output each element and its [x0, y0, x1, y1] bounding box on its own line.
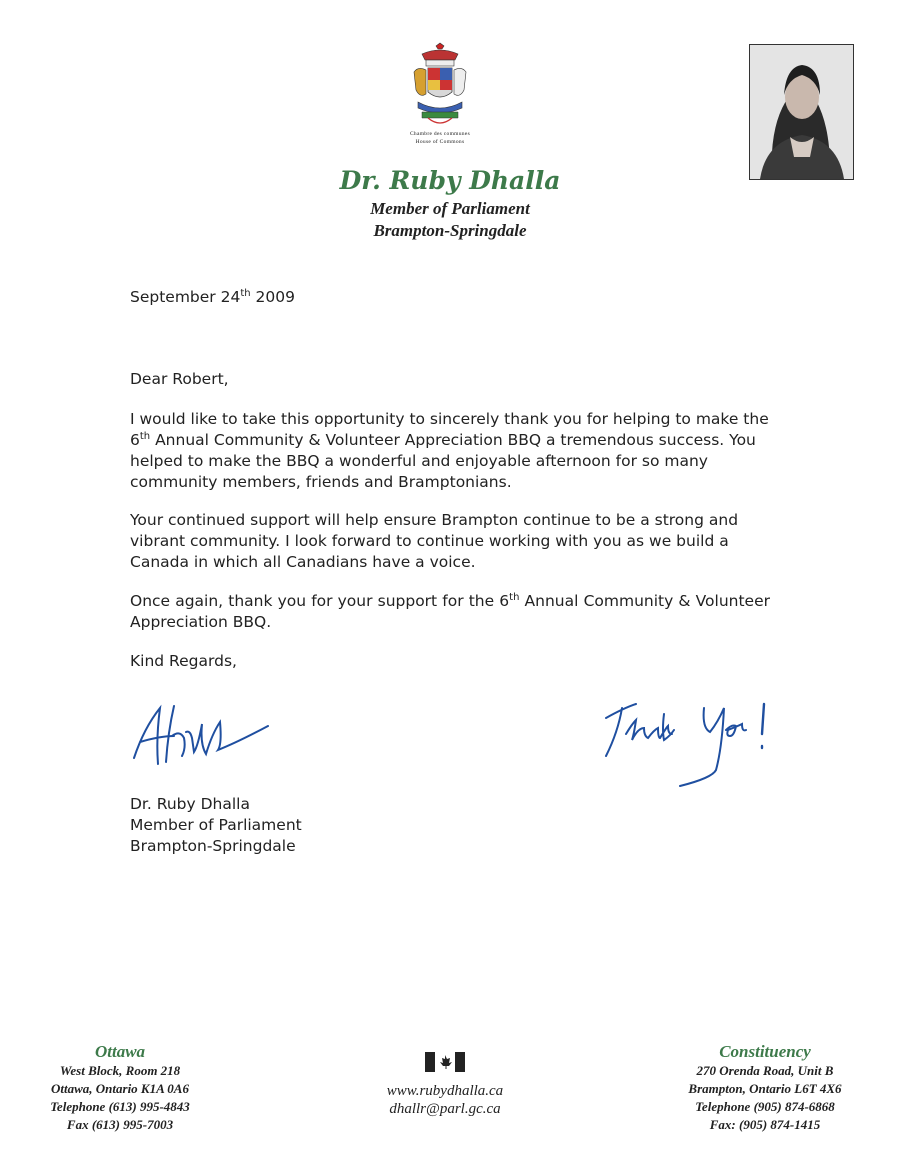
footer-contact-center: [345, 1052, 545, 1118]
crest-caption-en: House of Commons: [415, 139, 465, 145]
website-link[interactable]: www.rubydhalla.ca: [386, 1083, 504, 1099]
crest-caption-fr: Chambre des communes: [409, 131, 471, 137]
paragraph-closing-thanks: Once again, thank you for your support for the 6th Annual Community & Volunteer Appreciation BBQ.: [130, 591, 770, 631]
footer-ottawa-fax: Fax (613) 995-7003: [66, 1117, 174, 1132]
closing: Kind Regards,: [130, 652, 237, 670]
mp-riding: Brampton-Springdale: [373, 221, 527, 240]
signer-name: Dr. Ruby Dhalla: [130, 795, 250, 813]
portrait-photo: [749, 44, 854, 180]
mp-title: Member of Parliament: [370, 199, 530, 218]
footer-constituency-line1: 270 Orenda Road, Unit B: [696, 1063, 834, 1078]
salutation: Dear Robert,: [130, 370, 229, 388]
email-link[interactable]: dhallr@parl.gc.ca: [389, 1101, 501, 1117]
footer-ottawa-phone: Telephone (613) 995-4843: [50, 1099, 190, 1114]
signature-block: [130, 794, 302, 857]
letter-date: September 24th 2009: [130, 287, 295, 306]
footer-constituency-fax: Fax: (905) 874-1415: [709, 1117, 821, 1132]
signer-riding: Brampton-Springdale: [130, 837, 296, 855]
footer-ottawa-office: [30, 1042, 210, 1134]
mp-name-heading: Dr. Ruby Dhalla: [339, 166, 561, 195]
paragraph-support: Your continued support will help ensure Brampton continue to be a strong and vibrant community. I look forward to continue working with you as we build a Canada in which all Canadians have a voice.: [130, 511, 739, 571]
footer-constituency-office: [660, 1042, 870, 1134]
signature-image: [126, 696, 276, 778]
paragraph-thanks: I would like to take this opportunity to sincerely thank you for helping to make the 6th Annual Community & Volunteer Appreciation BBQ a tremendous success. You helped to make the BBQ a wonderful and enjoyable afternoon for so many community members, friends and Bramptonians.: [130, 410, 769, 491]
coat-of-arms-icon: [408, 42, 472, 130]
footer-ottawa-heading: Ottawa: [94, 1042, 146, 1061]
signer-title: Member of Parliament: [130, 816, 302, 834]
footer-constituency-phone: Telephone (905) 874-6868: [695, 1099, 835, 1114]
footer-constituency-heading: Constituency: [719, 1042, 811, 1061]
footer-ottawa-line1: West Block, Room 218: [59, 1063, 181, 1078]
handwritten-thank-you: [600, 694, 780, 794]
footer-constituency-line2: Brampton, Ontario L6T 4X6: [688, 1081, 842, 1096]
canada-flag-icon: [425, 1052, 465, 1072]
footer-ottawa-line2: Ottawa, Ontario K1A 0A6: [51, 1081, 189, 1096]
